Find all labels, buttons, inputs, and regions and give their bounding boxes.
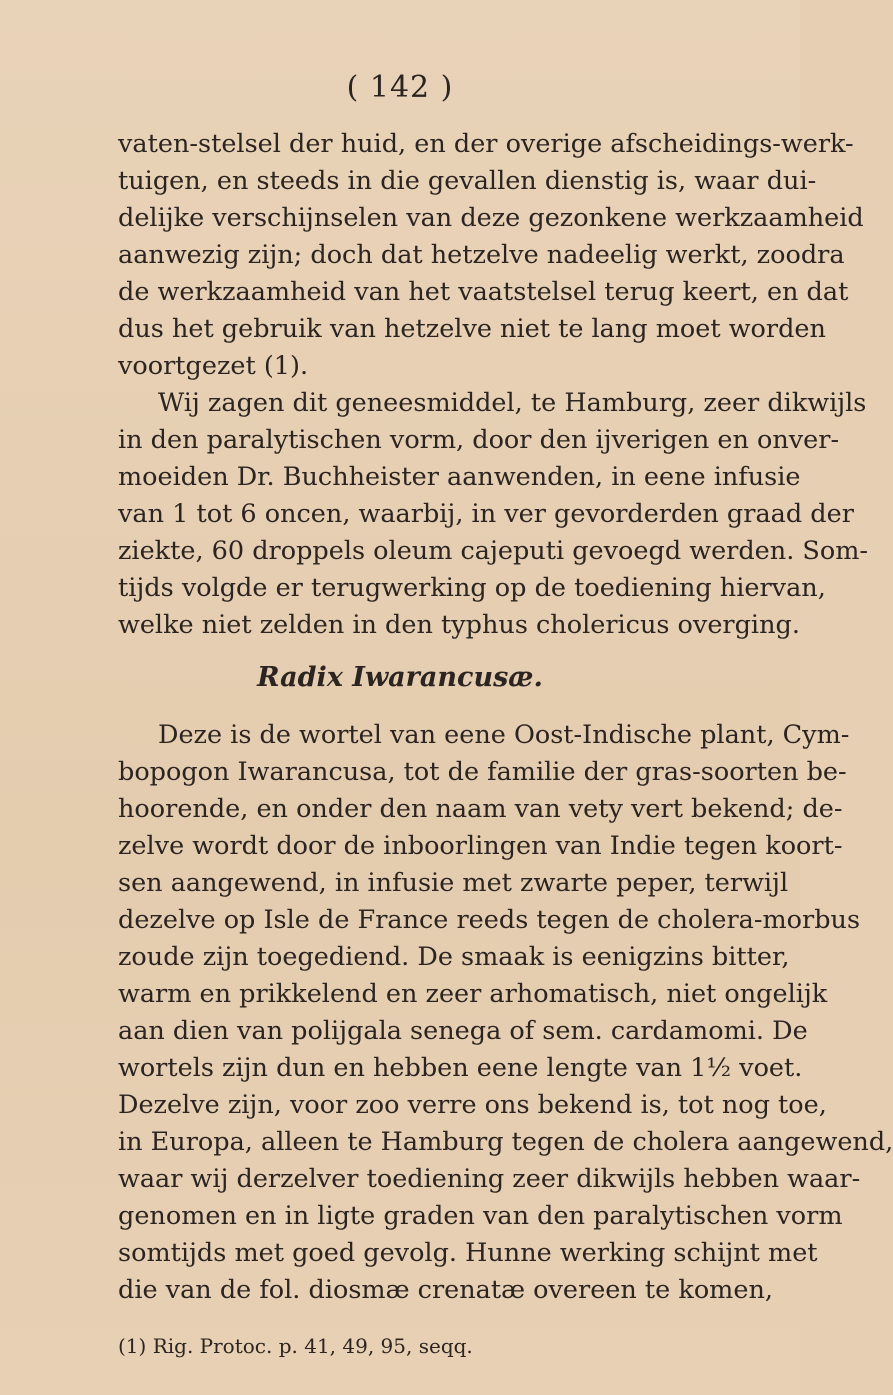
text-line: aan dien van polijgala senega of sem. cardamomi. De [118, 1016, 808, 1046]
text-line: die van de fol. diosmæ crenatæ overeen te komen, [118, 1275, 773, 1305]
footnote: (1) Rig. Protoc. p. 41, 49, 95, seqq. [118, 1334, 473, 1358]
text-line: somtijds met goed gevolg. Hunne werking schijnt met [118, 1238, 818, 1268]
text-line: tuigen, en steeds in die gevallen dienstig is, waar dui- [118, 166, 817, 196]
text-line: aanwezig zijn; doch dat hetzelve nadeelig werkt, zoodra [118, 240, 845, 270]
text-line: dezelve op Isle de France reeds tegen de cholera-morbus [118, 905, 861, 935]
text-line: waar wij derzelver toediening zeer dikwijls hebben waar- [118, 1164, 861, 1194]
text-line: delijke verschijnselen van deze gezonkene werkzaamheid [118, 203, 864, 233]
section-heading: Radix Iwarancusæ. [257, 662, 543, 693]
text-line: hoorende, en onder den naam van vety vert bekend; de- [118, 794, 843, 824]
page-number: ( 142 ) [346, 70, 454, 105]
text-line: de werkzaamheid van het vaatstelsel terug keert, en dat [118, 277, 849, 307]
text-line: in Europa, alleen te Hamburg tegen de cholera aangewend, [118, 1127, 893, 1157]
text-line: zoude zijn toegediend. De smaak is eenigzins bitter, [118, 942, 790, 972]
text-line: dus het gebruik van hetzelve niet te lang moet worden [118, 314, 826, 344]
text-line: voortgezet (1). [118, 351, 309, 381]
text-line: genomen en in ligte graden van den paralytischen vorm [118, 1201, 843, 1231]
text-line: zelve wordt door de inboorlingen van Indie tegen koort- [118, 831, 843, 861]
text-line: in den paralytischen vorm, door den ijverigen en onver- [118, 425, 840, 455]
text-line: ziekte, 60 droppels oleum cajeputi gevoegd werden. Som- [118, 536, 869, 566]
text-line: vaten-stelsel der huid, en der overige afscheidings-werk- [118, 129, 854, 159]
text-line: bopogon Iwarancusa, tot de familie der gras-soorten be- [118, 757, 847, 787]
text-line: wortels zijn dun en hebben eene lengte van 1½ voet. [118, 1053, 803, 1083]
text-line: welke niet zelden in den typhus cholericus overging. [118, 610, 800, 640]
text-line: sen aangewend, in infusie met zwarte peper, terwijl [118, 868, 789, 898]
text-line: Deze is de wortel van eene Oost-Indische plant, Cym- [158, 720, 850, 750]
text-line: moeiden Dr. Buchheister aanwenden, in eene infusie [118, 462, 801, 492]
text-line: van 1 tot 6 oncen, waarbij, in ver gevorderden graad der [118, 499, 854, 529]
text-line: warm en prikkelend en zeer arhomatisch, niet ongelijk [118, 979, 828, 1009]
text-line: tijds volgde er terugwerking op de toediening hiervan, [118, 573, 826, 603]
text-line: Dezelve zijn, voor zoo verre ons bekend is, tot nog toe, [118, 1090, 827, 1120]
text-line: Wij zagen dit geneesmiddel, te Hamburg, zeer dikwijls [158, 388, 867, 418]
